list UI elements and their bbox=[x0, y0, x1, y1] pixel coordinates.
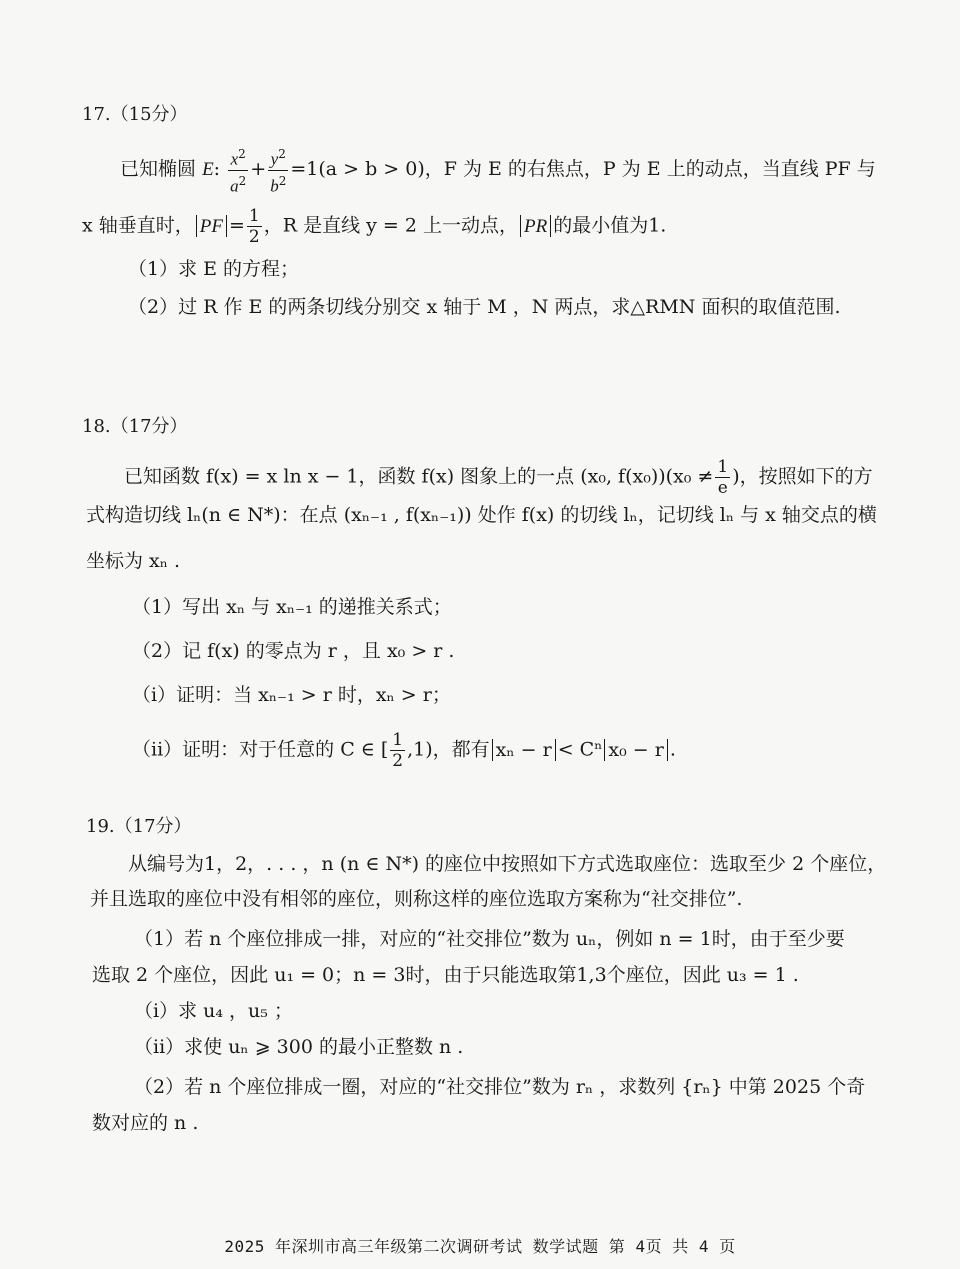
p18-frac-half bbox=[390, 730, 405, 771]
p17-ellipse-name: E bbox=[202, 159, 214, 181]
problem-19-line-3: （1）若 n 个座位排成一排，对应的“社交排位”数为 uₙ，例如 n = 1时，由于至少要 bbox=[134, 928, 845, 950]
p17-abs-pr bbox=[520, 215, 551, 237]
p18-half-num: 1 bbox=[392, 730, 404, 750]
p17-x: x bbox=[230, 149, 239, 169]
p17-a: a bbox=[230, 176, 239, 196]
p18-frac-1e bbox=[715, 457, 730, 498]
problem-17-line-1: 已知椭圆 E: $\frac{x^2}{a^2}$ + $\frac{y^2}{b^2}$ =1(a > b > 0)，F 为 E 的右焦点，P 为 E 上的动点，当直线 PF 与 bbox=[120, 144, 876, 196]
problem-19-question-1i: （i）求 u₄ ，u₅ ； bbox=[134, 1000, 293, 1022]
p17-text: ，R 是直线 y = 2 上一动点， bbox=[263, 214, 518, 237]
p17-text: 的最小值为1. bbox=[553, 214, 667, 237]
problem-17-question-1: （1）求 E 的方程； bbox=[128, 258, 300, 280]
problem-18-header: 18.（17分） bbox=[82, 416, 188, 437]
p18-period: . bbox=[669, 738, 676, 761]
problem-19-line-2: 并且选取的座位中没有相邻的座位，则称这样的座位选取方案称为“社交排位”. bbox=[90, 888, 743, 910]
problem-18-question-1: （1）写出 xₙ 与 xₙ₋₁ 的递推关系式； bbox=[132, 596, 452, 618]
p17-pr: PR bbox=[523, 215, 548, 237]
p18-text: ,1)，都有 bbox=[407, 738, 490, 761]
p18-text: 已知函数 f(x) = x ln x − 1，函数 f(x) 图象上的一点 (x₀, f(x₀))(x₀ ≠ bbox=[124, 465, 714, 488]
problem-17-header: 17.（15分） bbox=[82, 104, 188, 125]
problem-18-line-3: 坐标为 xₙ . bbox=[86, 550, 181, 572]
p18-half-den: 2 bbox=[392, 751, 404, 771]
problem-19-question-1ii: （ii）求使 uₙ ⩾ 300 的最小正整数 n . bbox=[134, 1036, 464, 1058]
page-footer: 2025 年深圳市高三年级第二次调研考试 数学试题 第 4页 共 4 页 bbox=[224, 1237, 736, 1256]
p18-abs-1: xₙ − r bbox=[492, 739, 556, 761]
problem-18-question-2: （2）记 f(x) 的零点为 r ，且 x₀ > r . bbox=[132, 640, 455, 662]
p17-condition: =1(a > b > 0) bbox=[290, 158, 425, 181]
p18-abs-2: x₀ − r bbox=[604, 739, 667, 761]
p17-y: y bbox=[270, 149, 279, 169]
p18-frac-num: 1 bbox=[717, 457, 729, 477]
problem-18-question-2ii bbox=[132, 730, 676, 771]
problem-17-question-2: （2）过 R 作 E 的两条切线分别交 x 轴于 M ，N 两点，求△RMN 面积的取值范围. bbox=[128, 296, 841, 318]
p18-text: )，按照如下的方 bbox=[732, 465, 873, 488]
p17-pf: PF bbox=[199, 215, 223, 237]
p17-frac-y: $\frac{y^2}{b^2}$ bbox=[268, 144, 288, 196]
p17-text: x 轴垂直时， bbox=[82, 214, 194, 237]
problem-18-question-2i: （i）证明：当 xₙ₋₁ > r 时，xₙ > r； bbox=[132, 684, 451, 706]
problem-19-line-1: 从编号为1，2，. . . ，n (n ∈ N*) 的座位中按照如下方式选取座位：选取至少 2 个座位， bbox=[128, 853, 887, 875]
p17-eq: = bbox=[228, 214, 245, 237]
p18-frac-den: e bbox=[717, 478, 728, 498]
p17-abs-pf bbox=[196, 215, 227, 237]
problem-19-line-5: （2）若 n 个座位排成一圈，对应的“社交排位”数为 rₙ ，求数列 {rₙ} 中第 2025 个奇 bbox=[134, 1076, 866, 1098]
problem-19-line-6: 数对应的 n . bbox=[92, 1112, 199, 1134]
p17-half-num: 1 bbox=[248, 206, 260, 226]
p17-text: 已知椭圆 bbox=[120, 158, 197, 181]
p17-half-den: 2 bbox=[248, 227, 260, 247]
p18-ineq: < Cⁿ bbox=[557, 738, 603, 761]
problem-18-line-1 bbox=[124, 457, 873, 498]
p17-frac-half bbox=[247, 206, 262, 247]
p17-frac-x: $\frac{x^2}{a^2}$ bbox=[228, 144, 248, 196]
p17-b: b bbox=[270, 176, 279, 196]
problem-19-header: 19.（17分） bbox=[86, 816, 192, 837]
problem-18-line-2: 式构造切线 lₙ(n ∈ N*)：在点 (xₙ₋₁ , f(xₙ₋₁)) 处作 f(x) 的切线 lₙ，记切线 lₙ 与 x 轴交点的横 bbox=[86, 504, 877, 526]
problem-17-line-2 bbox=[82, 206, 666, 247]
problem-19-line-4: 选取 2 个座位，因此 u₁ = 0；n = 3时，由于只能选取第1,3个座位，因此 u₃ = 1 . bbox=[92, 964, 799, 986]
p18-text: （ii）证明：对于任意的 C ∈ [ bbox=[132, 738, 389, 761]
p17-text: ，F 为 E 的右焦点，P 为 E 上的动点，当直线 PF 与 bbox=[424, 158, 876, 181]
